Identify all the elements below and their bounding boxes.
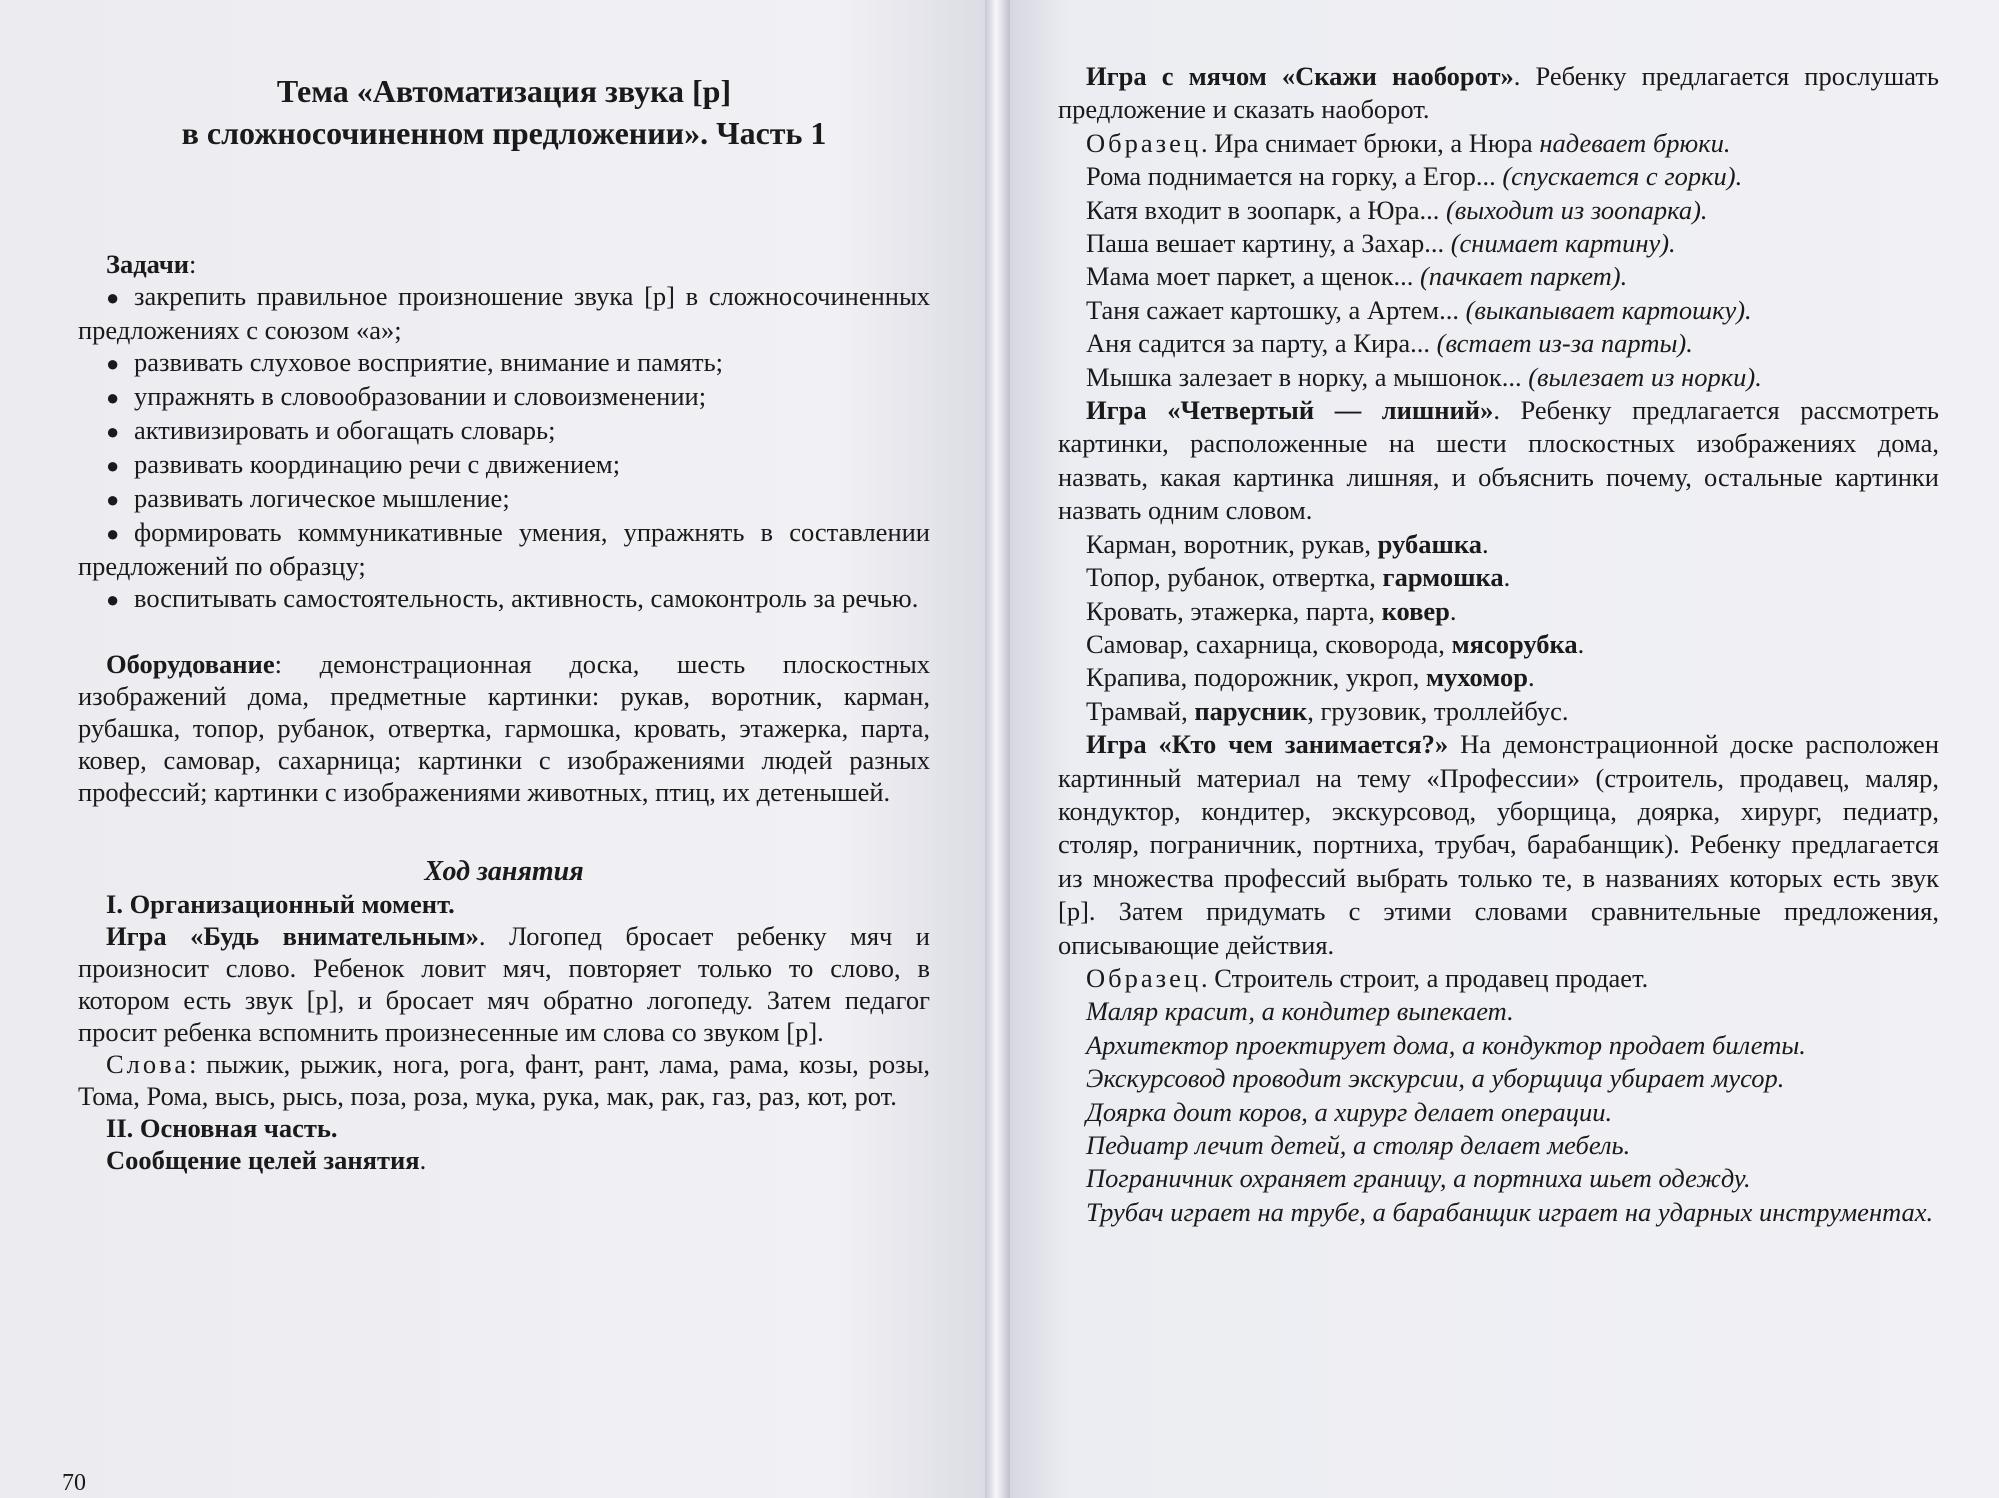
example-sentence: Пограничник охраняет границу, а портниха шьет одежду.: [1086, 1163, 1751, 1194]
task-item: ● развивать слуховое восприятие, внимание и память;: [78, 346, 930, 380]
page-title: [78, 70, 930, 154]
opposite-pair: Аня садится за парту, а Кира... (встает из-за парты).: [1086, 328, 1693, 359]
game-2-paragraph: Игра с мячом «Скажи наоборот». Ребенку предлагается прослушать предложение и сказать наоборот.: [1058, 61, 1939, 125]
odd-one-row: Топор, рубанок, отвертка, гармошка.: [1086, 562, 1511, 593]
game-4-paragraph: Игра «Кто чем занимается?» На демонстрационной доске расположен картинный материал на тему «Профессии» (строитель, продавец, маляр, кондуктор, кондитер, экскурсовод, уборщица, доярка, хирург, педиатр, столяр, пограничник, портниха, трубач, барабанщик). Ребенку предлагается из множества профессий выбрать только те, в названиях которых есть звук [р]. Затем придумать с этими словами сравнительные предложения, описывающие действия.: [1058, 729, 1939, 960]
page-number: 70: [62, 1470, 86, 1496]
example-sentence: Доярка доит коров, а хирург делает операции.: [1086, 1096, 1613, 1127]
odd-one-row: Карман, воротник, рукав, рубашка.: [1086, 528, 1489, 559]
goals-line: Сообщение целей занятия.: [106, 1145, 427, 1175]
odd-one-row: Трамвай, парусник, грузовик, троллейбус.: [1086, 695, 1569, 726]
bullet-icon: ●: [106, 419, 120, 444]
game-1-paragraph: Игра «Будь внимательным». Логопед бросает ребенку мяч и произносит слово. Ребенок ловит мяч, повторяет только то слово, в котором есть звук [р], и бросает мяч обратно логопеду. Затем педагог просит ребенка вспомнить произнесенные им слова со звуком [р].: [78, 921, 930, 1047]
opposite-pair: Катя входит в зоопарк, а Юра... (выходит из зоопарка).: [1086, 194, 1708, 225]
task-item: ● упражнять в словообразовании и словоизменении;: [78, 380, 930, 414]
example-sentence: Экскурсовод проводит экскурсии, а уборщица убирает мусор.: [1086, 1063, 1785, 1094]
task-item: ● формировать коммуникативные умения, упражнять в составлении предложений по образцу;: [78, 517, 930, 581]
lesson-heading: Ход занятия: [424, 856, 584, 887]
title-line-1: Тема «Автоматизация звука [р]: [276, 73, 732, 109]
words-paragraph: Слова: пыжик, рыжик, нога, рога, фант, рант, лама, рама, козы, розы, Тома, Рома, высь, рысь, поза, роза, мука, рука, мак, рак, газ, раз, кот, рот.: [78, 1049, 930, 1111]
odd-one-row: Крапива, подорожник, укроп, мухомор.: [1086, 662, 1535, 693]
task-item: ● развивать координацию речи с движением;: [78, 448, 930, 482]
odd-one-row: Самовар, сахарница, сковорода, мясорубка.: [1086, 628, 1585, 659]
bullet-icon: ●: [106, 521, 120, 546]
example-sentence: Маляр красит, а кондитер выпекает.: [1086, 996, 1514, 1027]
title-line-2: в сложносочиненном предложении». Часть 1: [181, 115, 827, 151]
bullet-icon: ●: [106, 487, 120, 512]
part-1-heading: I. Организационный момент.: [106, 889, 455, 919]
game-3-paragraph: Игра «Четвертый — лишний». Ребенку предлагается рассмотреть картинки, расположенные на шести плоскостных изображениях дома, назвать, какая картинка лишняя, и объяснить почему, остальные картинки назвать одним словом.: [1058, 395, 1939, 526]
task-item: ● развивать логическое мышление;: [78, 482, 930, 516]
bullet-icon: ●: [106, 351, 120, 376]
opposite-pair: Таня сажает картошку, а Артем... (выкапывает картошку).: [1086, 294, 1752, 325]
tasks-list: [78, 280, 930, 616]
right-page: [1010, 0, 1999, 1498]
task-item: ● активизировать и обогащать словарь;: [78, 414, 930, 448]
tasks-heading: Задачи:: [106, 249, 197, 279]
left-body: [78, 248, 930, 1176]
example-sentence: Педиатр лечит детей, а столяр делает мебель.: [1086, 1130, 1631, 1160]
bullet-icon: ●: [106, 587, 120, 612]
equipment-paragraph: Оборудование: демонстрационная доска, шесть плоскостных изображений дома, предметные картинки: рукав, воротник, карман, рубашка, топор, рубанок, отвертка, гармошка, кровать, этажерка, парта, ковер, самовар, сахарница; картинки с изображениями людей разных профессий; картинки с изображениями животных, птиц, их детенышей.: [78, 649, 930, 807]
task-item: ● закрепить правильное произношение звука [р] в сложносочиненных предложениях с союзом «а»;: [78, 281, 930, 345]
book-gutter: [985, 0, 1010, 1498]
left-page: [0, 0, 985, 1498]
opposite-pair: Мышка залезает в норку, а мышонок... (вылезает из норки).: [1086, 361, 1762, 392]
sample-line: Образец. Ира снимает брюки, а Нюра надевает брюки.: [1086, 127, 1731, 158]
example-sentence: Трубач играет на трубе, а барабанщик играет на ударных инструментах.: [1086, 1196, 1934, 1227]
sample-2-line: Образец. Строитель строит, а продавец продает.: [1086, 962, 1649, 993]
opposite-pair: Мама моет паркет, а щенок... (пачкает паркет).: [1086, 261, 1628, 292]
example-sentence: Архитектор проектирует дома, а кондуктор продает билеты.: [1086, 1029, 1806, 1060]
task-item: ● воспитывать самостоятельность, активность, самоконтроль за речью.: [78, 582, 930, 616]
odd-one-row: Кровать, этажерка, парта, ковер.: [1086, 595, 1457, 626]
opposite-pair: Паша вешает картину, а Захар... (снимает картину).: [1086, 228, 1676, 259]
bullet-icon: ●: [106, 285, 120, 310]
opposite-pair: Рома поднимается на горку, а Егор... (спускается с горки).: [1086, 161, 1743, 192]
bullet-icon: ●: [106, 453, 120, 478]
part-2-heading: II. Основная часть.: [106, 1113, 338, 1143]
bullet-icon: ●: [106, 385, 120, 410]
right-body: [1058, 60, 1939, 1229]
